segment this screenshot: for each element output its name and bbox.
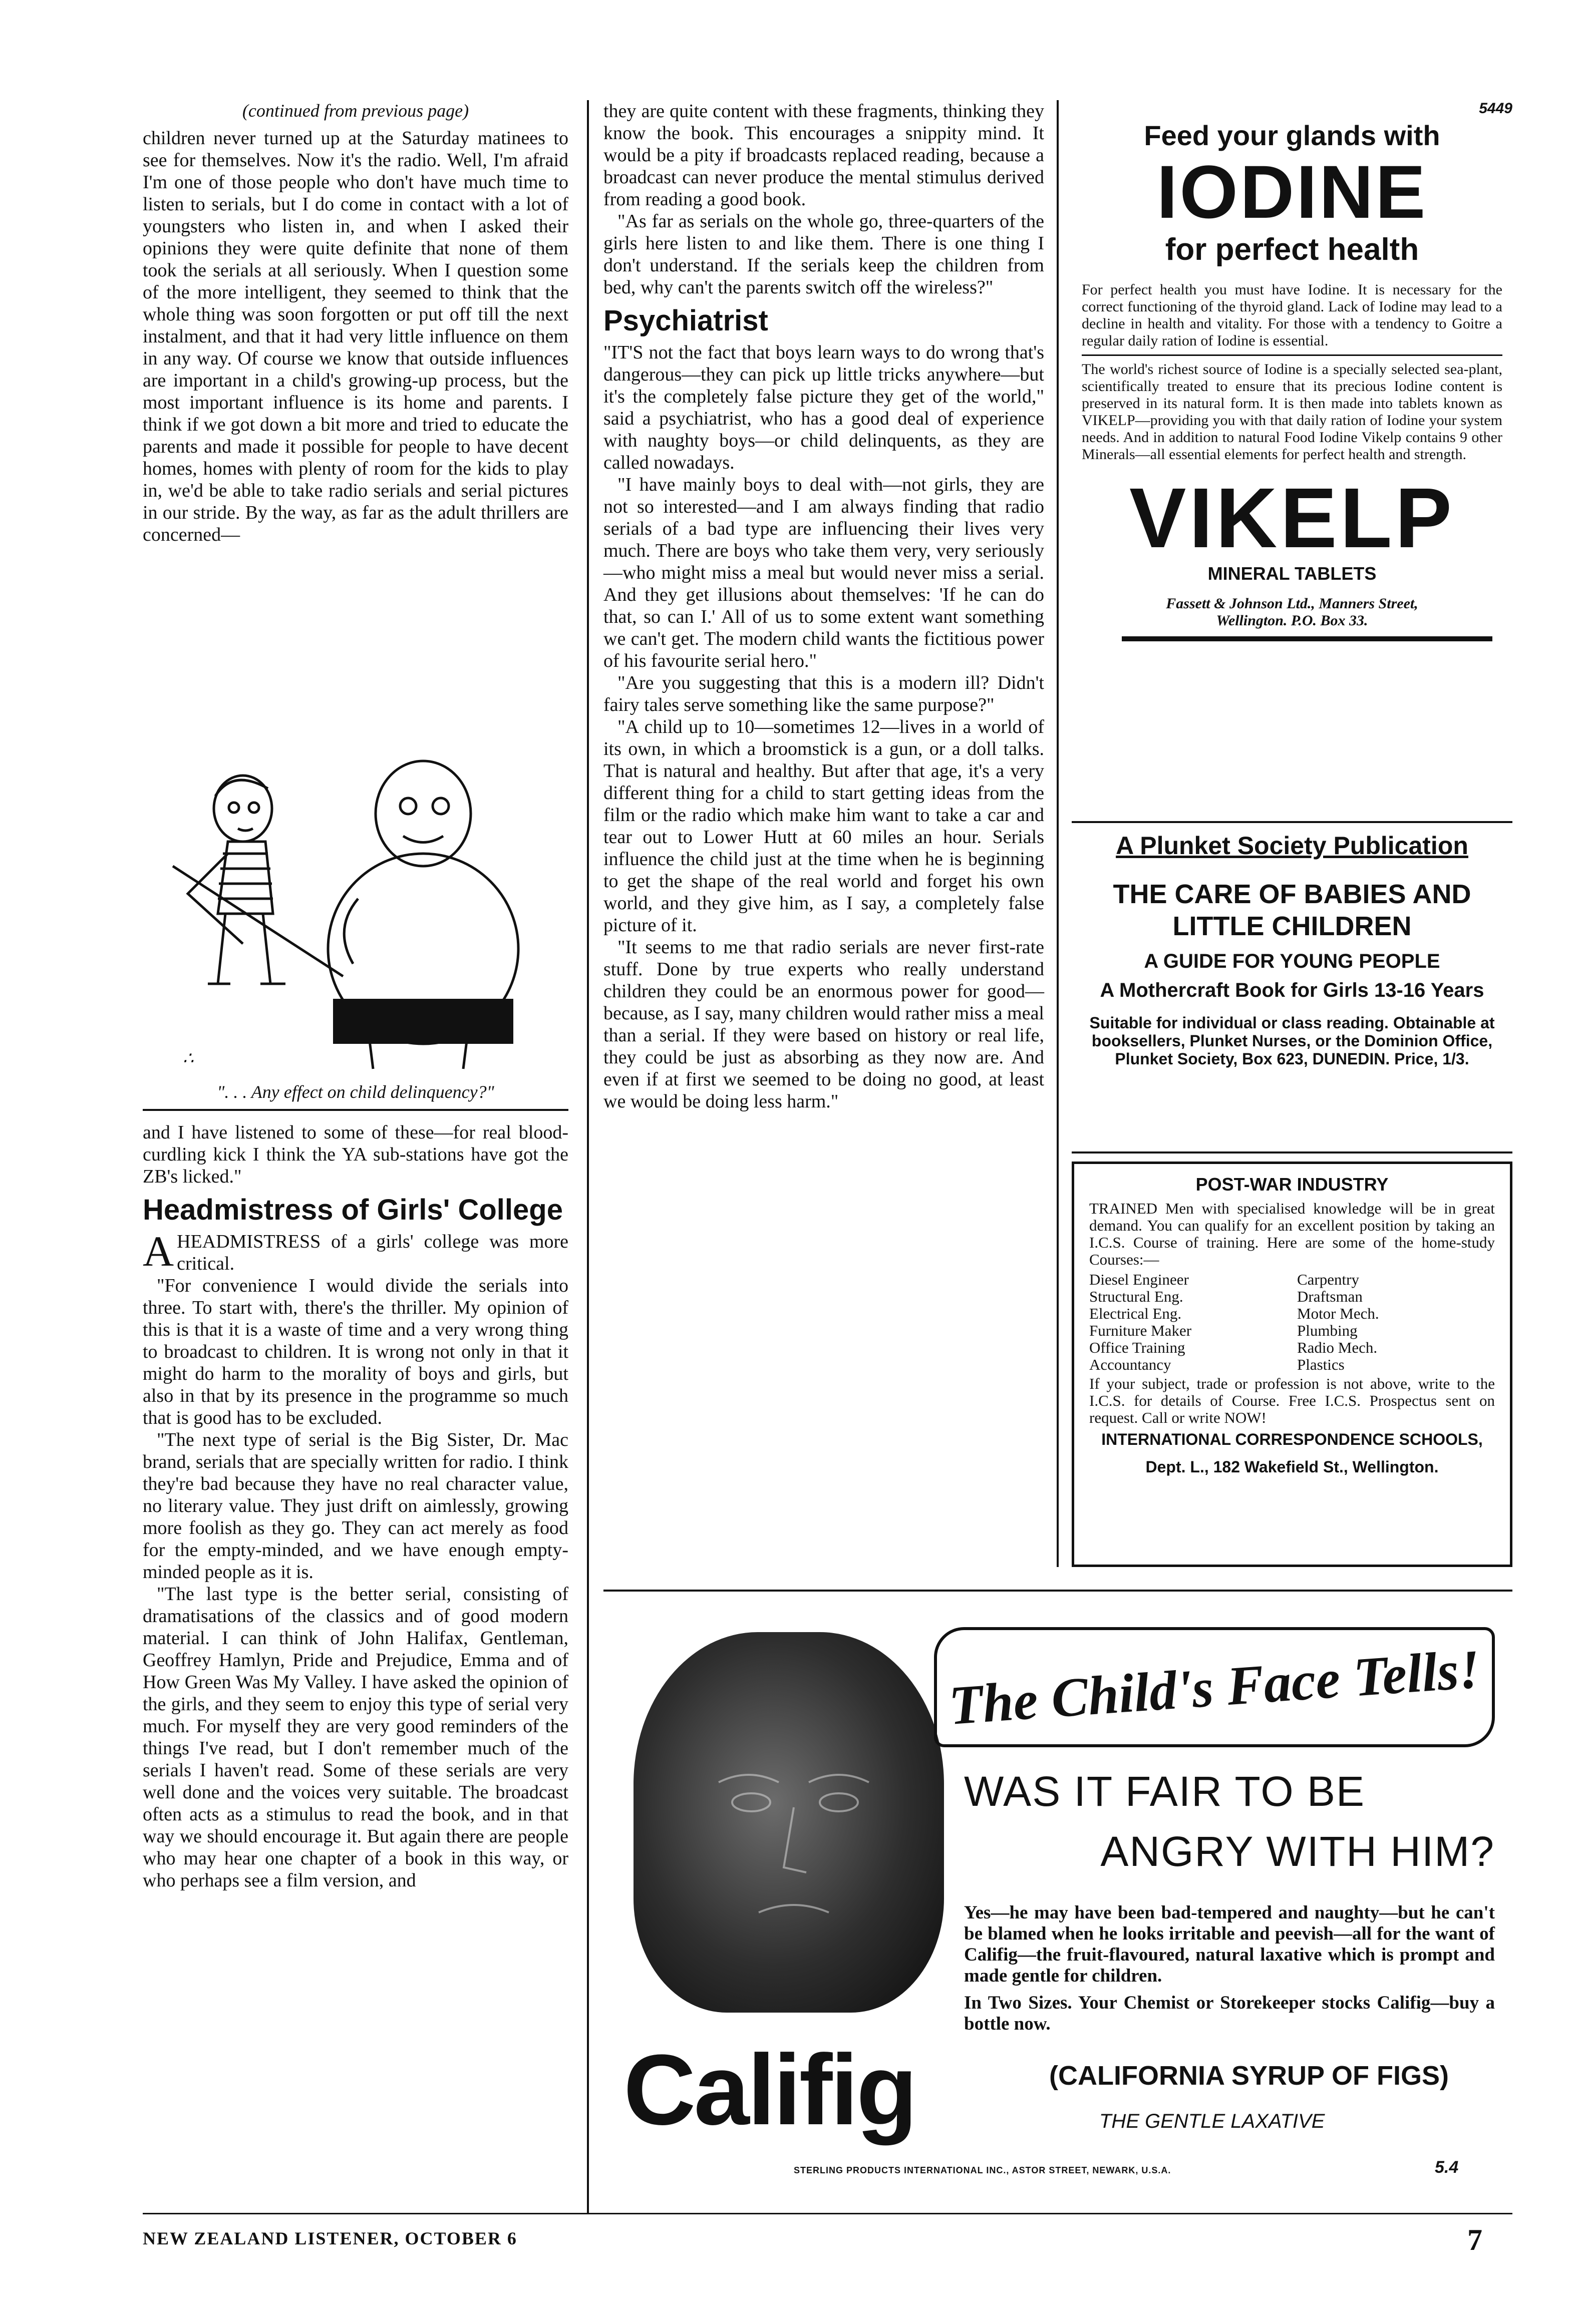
- column-1-lower: [143, 1121, 568, 1891]
- headmistress-section: [143, 1227, 568, 1891]
- califig-script-banner: [934, 1627, 1495, 1747]
- califig-body-2: In Two Sizes. Your Chemist or Storekeeper stocks Califig—buy a bottle now.: [964, 1993, 1495, 2034]
- ics-course: Radio Mech.: [1297, 1339, 1378, 1356]
- califig-tagline: THE GENTLE LAXATIVE: [1099, 2110, 1325, 2132]
- califig-code: 5.4: [1435, 2158, 1459, 2177]
- iodine-line1: Feed your glands with: [1144, 120, 1440, 151]
- vikelp-brand: VIKELP: [1129, 471, 1455, 566]
- footer-rule: [143, 2213, 1512, 2214]
- ics-address: Dept. L., 182 Wakefield St., Wellington.: [1145, 1458, 1439, 1476]
- iodine-divider: [1082, 354, 1502, 356]
- column-2: [603, 100, 1044, 1112]
- ad-separator-2: [1072, 1151, 1512, 1153]
- califig-ad: [603, 1597, 1512, 2208]
- psychiatrist-section: [603, 341, 1044, 1112]
- califig-body: Yes—he may have been bad-tempered and naughty—but he can't be blamed when he looks irritable and peevish—all for the want of Califig—the fruit-flavoured, natural laxative which is prompt and made gentle for children.: [964, 1902, 1495, 1986]
- psychiatrist-paragraph-4: "A child up to 10—sometimes 12—lives in a world of its own, in which a broomstick is a gun, or a doll talks. That is natural and healthy. But after that age, it's a very different thing for a child to start getting ideas from the film or the radio which make him want to take a car and tear out to Lower Hutt at 60 miles an hour. Serials influence the child just at the time when he is beginning to get the shape of the real world and forget his own world, and they give him, as I say, a completely false picture of it.: [603, 716, 1044, 936]
- headmistress-heading: Headmistress of Girls' College: [143, 1194, 563, 1226]
- iodine-line3: for perfect health: [1165, 232, 1419, 267]
- iodine-vikelp-ad: [1072, 100, 1512, 811]
- vikelp-maker-1: Fassett & Johnson Ltd., Manners Street,: [1166, 595, 1418, 612]
- footer-publication: NEW ZEALAND LISTENER, OCTOBER 6: [143, 2228, 517, 2248]
- ics-course: Draftsman: [1297, 1288, 1363, 1305]
- ad-separator-1: [1072, 821, 1512, 823]
- headmistress-dropcap: A: [143, 1227, 174, 1275]
- iodine-para2: The world's richest source of Iodine is a specially selected sea-plant, scientifically treated to ensure that its precious Iodine content is preserved in its natural form. It is then made into tablets known as VIKELP—providing you with that daily ration of Iodine your system needs. And in addition to natural Food Iodine Vikelp contains 9 other Minerals—all essential elements for perfect health and strength.: [1082, 361, 1502, 463]
- ics-course: Carpentry: [1297, 1271, 1359, 1288]
- psychiatrist-paragraph-3: "Are you suggesting that this is a modern ill? Didn't fairy tales serve something like the same purpose?": [603, 672, 1044, 715]
- psychiatrist-heading: Psychiatrist: [603, 304, 768, 337]
- artist-signature: ∴: [183, 1049, 194, 1068]
- child-face-drawing: [634, 1632, 944, 2013]
- ics-org: INTERNATIONAL CORRESPONDENCE SCHOOLS,: [1101, 1430, 1483, 1448]
- vikelp-maker-2: Wellington. P.O. Box 33.: [1216, 612, 1368, 629]
- column-divider-2: [1057, 100, 1059, 1567]
- footer-page-number: 7: [1467, 2223, 1483, 2256]
- califig-brand-paren: (CALIFORNIA SYRUP OF FIGS): [1049, 2061, 1449, 2091]
- headmistress-paragraph-1: "For convenience I would divide the serials into three. To start with, there's the thriller. My opinion of this is that it is a waste of time and a very wrong thing to broadcast to children. It is wrong not only in that it might do harm to the morality of boys and girls, but also in that by its presence in the programme so much that is good has to be excluded.: [143, 1275, 568, 1428]
- plunket-fine: Suitable for individual or class reading. Obtainable at booksellers, Plunket Nurses, or the Dominion Office, Plunket Society, Box 623, DUNEDIN. Price, 1/3.: [1089, 1014, 1495, 1068]
- ics-ad: [1072, 1161, 1512, 1567]
- vikelp-bottom-bar: [1122, 636, 1492, 641]
- column1-intro-text: children never turned up at the Saturday matinees to see for themselves. Now it's the radio. Well, I'm afraid I'm one of those people who don't have much time to listen to serials, but I do come in contact with a lot of youngsters who listen in, and when I asked their opinions they were quite definite that none of them took the serials at all seriously. When I question some of the more intelligent, they seemed to think that the whole thing was soon forgotten or put off till the next instalment, and that it had very little influence on them in any way. Of course we know that outside influences are important in a child's growing-up process, but the most important influence is its home and parents. I think if we got down a bit more and tried to educate the parents and made it possible for people to have decent homes, homes with plenty of room for the kids to play in, we'd be able to take radio serials and serial pictures in our stride. By the way, as far as the adult thrillers are concerned—: [143, 128, 568, 545]
- psychiatrist-paragraph-1: "IT'S not the fact that boys learn ways to do wrong that's dangerous—they can pick up little tricks anywhere—but it's the completely false picture they get of the world," said a psychiatrist, who has a good deal of experience with naughty boys—or child delinquents, as they are called nowadays.: [603, 342, 1044, 473]
- ics-courses: [1089, 1271, 1495, 1373]
- headmistress-lead: [143, 1227, 568, 1275]
- ics-course: Electrical Eng.: [1089, 1305, 1182, 1322]
- califig-script-title: The Child's Face Tells!: [947, 1638, 1482, 1736]
- califig-headline-2: ANGRY WITH HIM?: [1100, 1828, 1495, 1875]
- column2-intro: they are quite content with these fragments, thinking they know the book. This encourages a snippity mind. It would be a pity if broadcasts replaced reading, because a broadcast can never produce the mental stimulus derived from reading a good book.: [603, 101, 1044, 210]
- iodine-para1: For perfect health you must have Iodine. It is necessary for the correct functioning of the thyroid gland. Lack of Iodine may lead to a decline in health and vitality. For those with a tendency to Goitre a regular daily ration of Iodine is essential.: [1082, 281, 1502, 349]
- cartoon-illustration: [143, 748, 568, 1079]
- ics-intro: TRAINED Men with specialised knowledge will be in great demand. You can qualify for an excellent position by taking an I.C.S. Course of training. Here are some of the home-study Courses:—: [1089, 1200, 1495, 1268]
- plunket-header: A Plunket Society Publication: [1116, 832, 1468, 860]
- ics-course: Furniture Maker: [1089, 1322, 1192, 1339]
- child-photo: [634, 1632, 944, 2013]
- cartoon-drawing: [143, 748, 568, 1079]
- califig-brand: Califig: [623, 2034, 916, 2146]
- column2-paragraph-2: "As far as serials on the whole go, three-quarters of the girls here listen to and like them. There is one thing I don't understand. If the serials keep the children from bed, why can't the parents switch off the wireless?": [603, 211, 1044, 298]
- psychiatrist-paragraph-2: "I have mainly boys to deal with—not girls, they are not so interested—and I am always finding that radio serials of a bad type are influencing their lives very much. There are boys who take them very, very seriously—who might miss a meal but would never miss a serial. And they get illusions about themselves: 'If he can do that, so can I.' All of us to some extent want something we can't get. The modern child wants the fictitious power of his favourite serial hero.": [603, 474, 1044, 671]
- califig-headline-1: WAS IT FAIR TO BE: [964, 1768, 1366, 1815]
- ics-title: POST-WAR INDUSTRY: [1195, 1174, 1389, 1195]
- column-divider-1: [587, 100, 589, 2213]
- ics-course: Diesel Engineer: [1089, 1271, 1189, 1288]
- ics-course: Office Training: [1089, 1339, 1185, 1356]
- ics-course: Plumbing: [1297, 1322, 1358, 1339]
- column-1: [143, 100, 568, 546]
- iodine-big: IODINE: [1156, 150, 1428, 234]
- plunket-subtitle: A GUIDE FOR YOUNG PEOPLE: [1144, 950, 1440, 972]
- califig-top-rule: [603, 1590, 1512, 1592]
- headmistress-paragraph-2: "The next type of serial is the Big Sister, Dr. Mac brand, serials that are specially written for radio. I think they're bad because they have no real character value, no literary value. They just drift on aimlessly, growing more foolish as they go. They can act merely as food for the empty-minded, and we have enough empty-minded people as it is.: [143, 1429, 568, 1583]
- plunket-line: A Mothercraft Book for Girls 13-16 Years: [1100, 979, 1484, 1001]
- headmistress-lead-text: HEADMISTRESS of a girls' college was more critical.: [177, 1231, 568, 1274]
- plunket-title: THE CARE OF BABIES AND LITTLE CHILDREN: [1113, 879, 1471, 941]
- ics-course: Plastics: [1297, 1356, 1345, 1373]
- continued-note: (continued from previous page): [242, 101, 469, 121]
- ics-course: Accountancy: [1089, 1356, 1171, 1373]
- psychiatrist-paragraph-5: "It seems to me that radio serials are never first-rate stuff. Done by true experts who really understand children they could be an enormous power for good—because, as I say, many children would rather miss a meal than a serial. If they were based on history or real life, they could be just as absorbing as they now are. And even if at first we seemed to be doing no good, at least we would be doing less harm.": [603, 937, 1044, 1112]
- cartoon-caption: ". . . Any effect on child delinquency?": [217, 1082, 494, 1102]
- caption-rule: [143, 1109, 568, 1111]
- ics-course: Motor Mech.: [1297, 1305, 1379, 1322]
- headmistress-paragraph-3: "The last type is the better serial, consisting of dramatisations of the classics and of good modern material. I can think of John Halifax, Gentleman, Geoffrey Hamlyn, Pride and Prejudice, Emma and of How Green Was My Valley. I have asked the opinion of the girls, and they seem to enjoy this type of serial very much. For myself they are very good reminders of the things I've read, but I don't remember much of the serials I haven't read. Some of these serials are very well done and the voices very suitable. The broadcast often acts as a stimulus to read the book, and in that way we should encourage it. But again there are people who may hear one chapter of a book in this way, or who perhaps see a film version, and: [143, 1584, 568, 1891]
- vikelp-sub: MINERAL TABLETS: [1207, 563, 1377, 584]
- ics-courses-left: [1089, 1271, 1287, 1373]
- ics-courses-right: [1297, 1271, 1495, 1373]
- column1-intro: [143, 127, 568, 546]
- califig-fine: STERLING PRODUCTS INTERNATIONAL INC., ASTOR STREET, NEWARK, U.S.A.: [794, 2165, 1171, 2175]
- plunket-ad: [1072, 831, 1512, 1151]
- after-cartoon-text: and I have listened to some of these—for real blood-curdling kick I think the YA sub-stations have got the ZB's licked.": [143, 1122, 568, 1187]
- ics-outro: If your subject, trade or profession is not above, write to the I.C.S. for details of Course. Free I.C.S. Prospectus sent on request. Call or write NOW!: [1089, 1375, 1495, 1426]
- ics-course: Structural Eng.: [1089, 1288, 1183, 1305]
- iodine-ad-code: 5449: [1479, 100, 1512, 117]
